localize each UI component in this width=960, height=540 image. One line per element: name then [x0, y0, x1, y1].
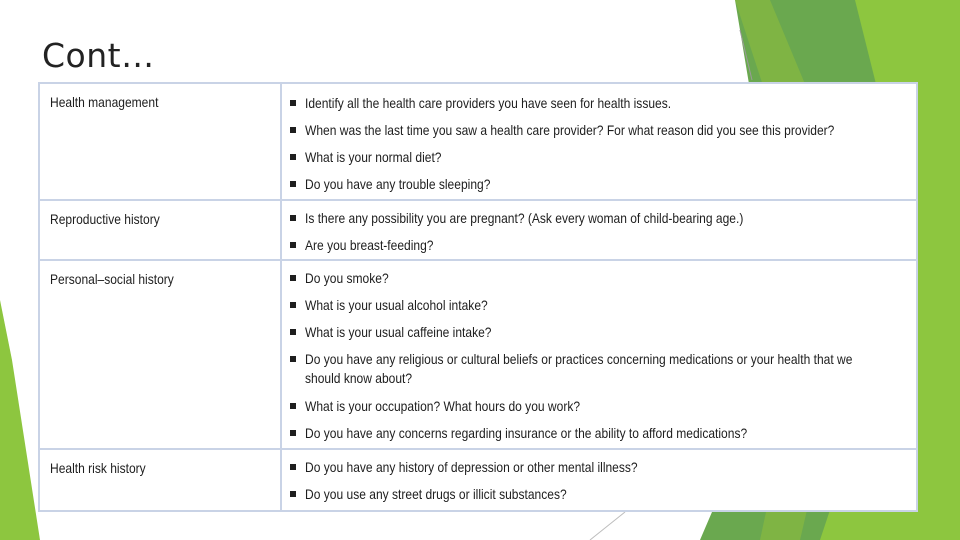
list-item: Do you have any trouble sleeping? [290, 175, 906, 194]
list-item: Do you have any concerns regarding insurance or the ability to afford medications? [290, 424, 906, 443]
list-item: What is your usual alcohol intake? [290, 296, 906, 315]
bullet-icon [290, 403, 296, 409]
row-category: Reproductive history [50, 211, 160, 227]
row-category: Health risk history [50, 460, 146, 476]
health-history-table [38, 82, 918, 512]
bullet-icon [290, 430, 296, 436]
list-item: Do you have any history of depression or other mental illness? [290, 458, 906, 477]
bullet-icon [290, 275, 296, 281]
bullet-icon [290, 302, 296, 308]
bullet-icon [290, 154, 296, 160]
bullet-icon [290, 181, 296, 187]
table-row-health-risk-history [40, 450, 916, 510]
bullet-icon [290, 464, 296, 470]
list-item: When was the last time you saw a health care provider? For what reason did you see this provider? [290, 121, 906, 140]
left-green-shape [0, 300, 40, 540]
bullet-icon [290, 329, 296, 335]
bullet-icon [290, 100, 296, 106]
list-item: What is your usual caffeine intake? [290, 323, 906, 342]
list-item: Identify all the health care providers you have seen for health issues. [290, 94, 906, 113]
bullet-icon [290, 491, 296, 497]
list-item: Do you use any street drugs or illicit substances? [290, 485, 906, 504]
bullet-icon [290, 356, 296, 362]
list-item: Is there any possibility you are pregnant? (Ask every woman of child-bearing age.) [290, 209, 906, 228]
row-category: Health management [50, 94, 159, 110]
list-item: What is your normal diet? [290, 148, 906, 167]
list-item: Do you smoke? [290, 269, 906, 288]
bullet-icon [290, 127, 296, 133]
list-item: Are you breast-feeding? [290, 236, 906, 255]
bullet-icon [290, 242, 296, 248]
list-item: Do you have any religious or cultural beliefs or practices concerning medications or your health that we should know about? [290, 350, 906, 388]
list-item: What is your occupation? What hours do you work? [290, 397, 906, 416]
table-row-reproductive-history [40, 201, 916, 261]
decorative-line-bottom [590, 512, 625, 540]
table-row-personal-social-history [40, 261, 916, 450]
bullet-icon [290, 215, 296, 221]
table-row-health-management [40, 84, 916, 201]
row-category: Personal–social history [50, 271, 174, 287]
slide-title: Cont… [42, 36, 155, 75]
